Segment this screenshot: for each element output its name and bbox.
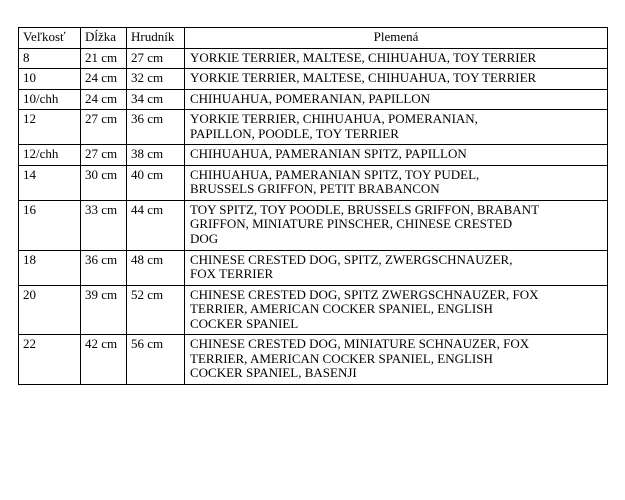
header-size: Veľkosť — [19, 28, 81, 49]
breed-line: CHINESE CRESTED DOG, SPITZ, ZWERGSCHNAUZER, — [190, 251, 513, 267]
cell-breeds — [185, 285, 608, 335]
table-header — [19, 28, 608, 49]
cell-size: 10 — [19, 69, 81, 90]
cell-length: 27 cm — [81, 110, 127, 145]
table-row — [19, 110, 608, 145]
breed-line: CHINESE CRESTED DOG, SPITZ ZWERGSCHNAUZER, FOX — [190, 286, 539, 302]
table-row — [19, 200, 608, 250]
cell-breeds — [185, 335, 608, 385]
header-chest: Hrudník — [127, 28, 185, 49]
size-chart-container — [18, 27, 607, 385]
cell-length: 42 cm — [81, 335, 127, 385]
table-row — [19, 69, 608, 90]
breed-line: CHIHUAHUA, PAMERANIAN SPITZ, TOY PUDEL, — [190, 166, 480, 182]
table-body — [19, 48, 608, 384]
cell-length: 24 cm — [81, 89, 127, 110]
breed-line: TERRIER, AMERICAN COCKER SPANIEL, ENGLISH — [190, 350, 493, 366]
cell-chest: 34 cm — [127, 89, 185, 110]
breed-line: CHIHUAHUA, PAMERANIAN SPITZ, PAPILLON — [190, 146, 467, 162]
cell-chest: 40 cm — [127, 165, 185, 200]
cell-chest: 44 cm — [127, 200, 185, 250]
breed-line: FOX TERRIER — [190, 266, 274, 282]
cell-length: 33 cm — [81, 200, 127, 250]
breed-line: YORKIE TERRIER, MALTESE, CHIHUAHUA, TOY TERRIER — [190, 49, 537, 65]
cell-chest: 56 cm — [127, 335, 185, 385]
cell-size: 10/chh — [19, 89, 81, 110]
cell-chest: 36 cm — [127, 110, 185, 145]
cell-length: 36 cm — [81, 250, 127, 285]
cell-size: 12 — [19, 110, 81, 145]
cell-length: 21 cm — [81, 48, 127, 69]
cell-size: 14 — [19, 165, 81, 200]
table-row — [19, 165, 608, 200]
cell-chest: 52 cm — [127, 285, 185, 335]
table-row — [19, 250, 608, 285]
breed-line: CHIHUAHUA, POMERANIAN, PAPILLON — [190, 90, 431, 106]
breed-line: DOG — [190, 231, 219, 247]
breed-line: TERRIER, AMERICAN COCKER SPANIEL, ENGLISH — [190, 301, 493, 317]
breed-line: YORKIE TERRIER, CHIHUAHUA, POMERANIAN, — [190, 111, 478, 127]
header-breeds: Plemená — [185, 28, 608, 49]
table-row — [19, 48, 608, 69]
breed-line: COCKER SPANIEL — [190, 315, 299, 331]
table-row — [19, 335, 608, 385]
cell-size: 12/chh — [19, 145, 81, 166]
breed-line: TOY SPITZ, TOY POODLE, BRUSSELS GRIFFON, BRABANT — [190, 201, 540, 217]
breed-line: GRIFFON, MINIATURE PINSCHER, CHINESE CRESTED — [190, 216, 513, 232]
cell-size: 16 — [19, 200, 81, 250]
table-row — [19, 89, 608, 110]
cell-chest: 27 cm — [127, 48, 185, 69]
cell-chest: 48 cm — [127, 250, 185, 285]
cell-length: 27 cm — [81, 145, 127, 166]
breed-line: CHINESE CRESTED DOG, MINIATURE SCHNAUZER, FOX — [190, 336, 530, 352]
cell-breeds — [185, 89, 608, 110]
table-row — [19, 285, 608, 335]
cell-breeds — [185, 165, 608, 200]
table-row — [19, 145, 608, 166]
header-length: Dĺžka — [81, 28, 127, 49]
cell-size: 18 — [19, 250, 81, 285]
cell-length: 39 cm — [81, 285, 127, 335]
cell-breeds — [185, 48, 608, 69]
dog-size-table — [18, 27, 608, 385]
cell-breeds — [185, 200, 608, 250]
cell-chest: 32 cm — [127, 69, 185, 90]
cell-size: 20 — [19, 285, 81, 335]
breed-line: YORKIE TERRIER, MALTESE, CHIHUAHUA, TOY TERRIER — [190, 70, 537, 86]
breed-line: PAPILLON, POODLE, TOY TERRIER — [190, 125, 399, 141]
breed-line: BRUSSELS GRIFFON, PETIT BRABANCON — [190, 181, 440, 197]
cell-breeds — [185, 250, 608, 285]
cell-length: 24 cm — [81, 69, 127, 90]
breed-line: COCKER SPANIEL, BASENJI — [190, 365, 357, 381]
cell-breeds — [185, 110, 608, 145]
table-header-row — [19, 28, 608, 49]
cell-size: 8 — [19, 48, 81, 69]
cell-chest: 38 cm — [127, 145, 185, 166]
cell-size: 22 — [19, 335, 81, 385]
cell-length: 30 cm — [81, 165, 127, 200]
cell-breeds — [185, 145, 608, 166]
cell-breeds — [185, 69, 608, 90]
